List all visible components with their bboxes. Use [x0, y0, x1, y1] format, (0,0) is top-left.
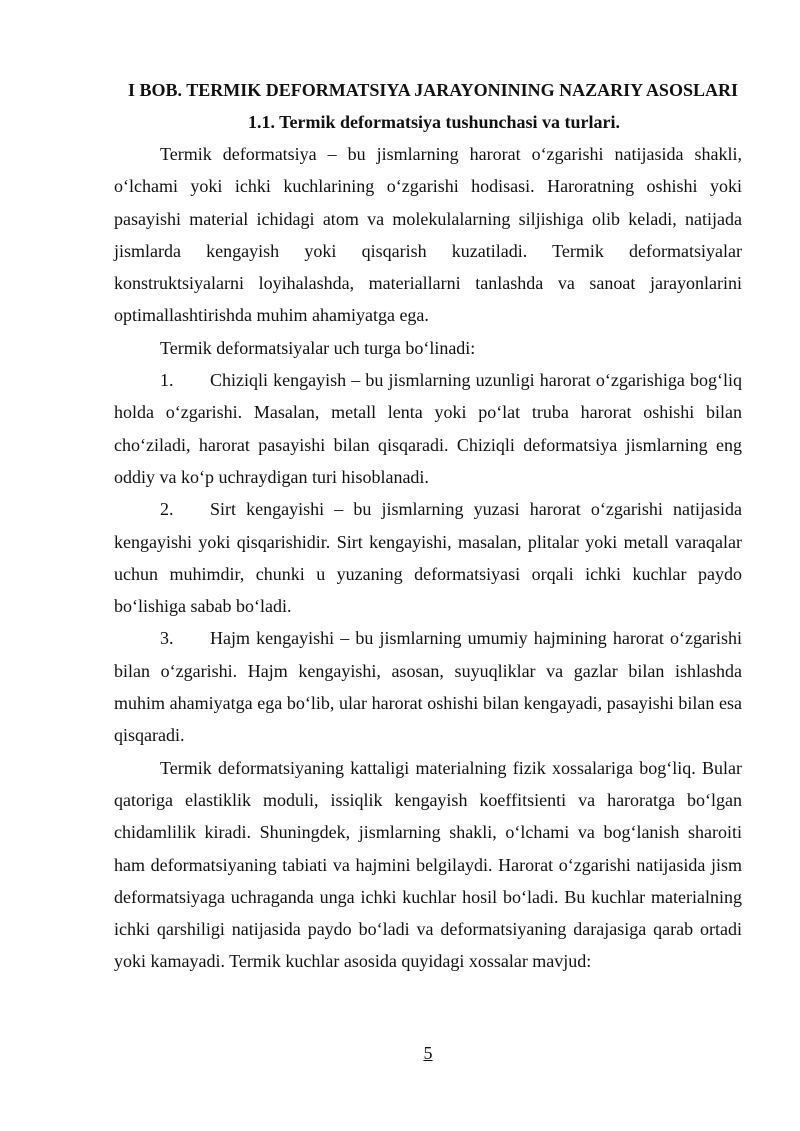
list-item-number: 3. — [160, 628, 174, 649]
list-item — [114, 493, 742, 622]
page-number — [0, 1042, 800, 1064]
list-item-number: 1. — [160, 370, 174, 391]
list-item-text: Hajm kengayishi – bu jismlarning umumiy hajmining harorat o‘zgarishi bilan o‘zgarishi. Hajm kengayishi, asosan, suyuqliklar va gazlar bilan ishlashda muhim ahamiyatga ega bo‘lib, ular harorat oshishi bilan kengayadi, pasayishi bilan esa qisqaradi. — [114, 628, 742, 746]
document-page — [114, 74, 742, 978]
list-item-text: Sirt kengayishi – bu jismlarning yuzasi harorat o‘zgarishi natijasida kengayishi yoki qisqarishidir. Sirt kengayishi, masalan, plitalar yoki metall varaqalar uchun muhimdir, chunki u yuzaning deformatsiyasi orqali ichki kuchlar paydo bo‘lishiga sabab bo‘ladi. — [114, 499, 742, 617]
closing-paragraph: Termik deformatsiyaning kattaligi materialning fizik xossalariga bog‘liq. Bular qatoriga elastiklik moduli, issiqlik kengayish koeffitsienti va haroratga bo‘lgan chidamlilik kiradi. Shuningdek, jismlarning shakli, o‘lchami va bog‘lanish sharoiti ham deformatsiyaning tabiati va hajmini belgilaydi. Harorat o‘zgarishi natijasida jism deformatsiyaga uchraganda unga ichki kuchlar hosil bo‘ladi. Bu kuchlar materialning ichki qarshiligi natijasida paydo bo‘ladi va deformatsiyaning darajasiga qarab ortadi yoki kamayadi. Termik kuchlar asosida quyidagi xossalar mavjud: — [114, 757, 742, 972]
list-item — [114, 364, 742, 493]
page-number-text: 5 — [423, 1043, 433, 1063]
types-intro-paragraph: Termik deformatsiyalar uch turga bo‘linadi: — [160, 337, 476, 358]
section-title: 1.1. Termik deformatsiya tushunchasi va turlari. — [247, 112, 621, 132]
chapter-title: I BOB. TERMIK DEFORMATSIYA JARAYONINING NAZARIY ASOSLARI — [128, 80, 738, 100]
list-item-number: 2. — [160, 499, 174, 520]
intro-paragraph: Termik deformatsiya – bu jismlarning harorat o‘zgarishi natijasida shakli, o‘lchami yoki ichki kuchlarining o‘zgarishi hodisasi. Haroratning oshishi yoki pasayishi material ichidagi atom va molekulalarning siljishiga olib keladi, natijada jismlarda kengayish yoki qisqarish kuzatiladi. Termik deformatsiyalar konstruktsiyalarni loyihalashda, materiallarni tanlashda va sanoat jarayonlarini optimallashtirishda muhim ahamiyatga ega. — [114, 144, 742, 326]
list-item — [114, 622, 742, 751]
list-item-text: Chiziqli kengayish – bu jismlarning uzunligi harorat o‘zgarishiga bog‘liq holda o‘zgarishi. Masalan, metall lenta yoki po‘lat truba harorat oshishi bilan cho‘ziladi, harorat pasayishi bilan qisqaradi. Chiziqli deformatsiya jismlarning eng oddiy va ko‘p uchraydigan turi hisoblanadi. — [114, 370, 742, 487]
